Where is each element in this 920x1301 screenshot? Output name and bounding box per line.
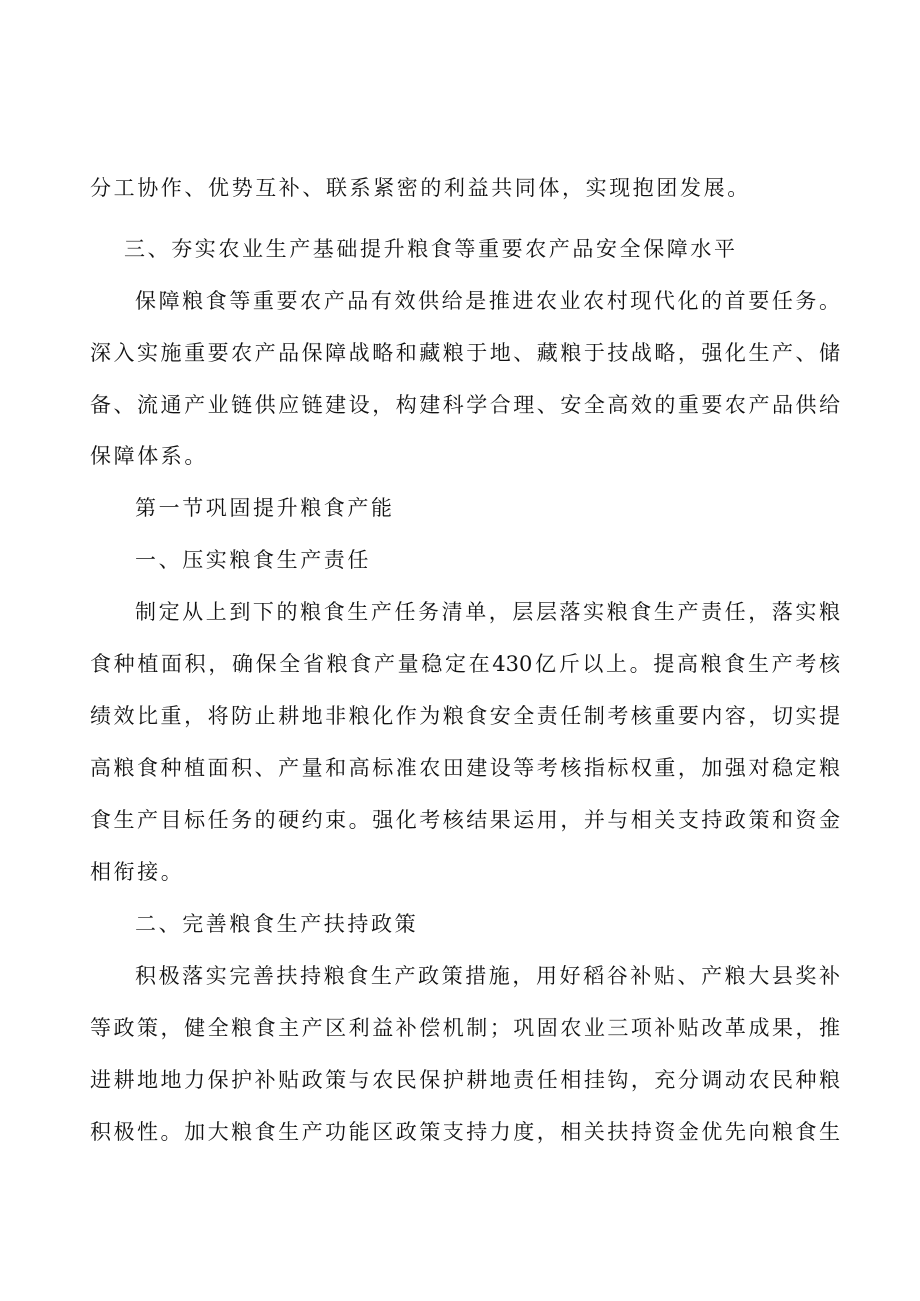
paragraph-line: 保障粮食等重要农产品有效供给是推进农业农村现代化的首要任务。 [135,289,840,313]
paragraph-line: 等政策，健全粮食主产区利益补偿机制；巩固农业三项补贴改革成果，推 [90,1016,840,1040]
section-heading: 三、夯实农业生产基础提升粮食等重要农产品安全保障水平 [124,237,738,261]
paragraph-line: 保障体系。 [90,444,208,468]
subsection-heading: 二、完善粮食生产扶持政策 [135,912,419,936]
paragraph-line: 制定从上到下的粮食生产任务清单，层层落实粮食生产责任，落实粮 [135,600,840,624]
paragraph-line: 高粮食种植面积、产量和高标准农田建设等考核指标权重，加强对稳定粮 [90,756,840,780]
paragraph-line: 绩效比重，将防止耕地非粮化作为粮食安全责任制考核重要内容，切实提 [90,704,840,728]
paragraph-line: 备、流通产业链供应链建设，构建科学合理、安全高效的重要农产品供给 [90,393,840,417]
paragraph-line: 食生产目标任务的硬约束。强化考核结果运用，并与相关支持政策和资金 [90,808,840,832]
paragraph-line: 积极性。加大粮食生产功能区政策支持力度，相关扶持资金优先向粮食生 [90,1120,840,1144]
paragraph-line: 深入实施重要农产品保障战略和藏粮于地、藏粮于技战略，强化生产、储 [90,341,840,365]
paragraph-line: 进耕地地力保护补贴政策与农民保护耕地责任相挂钩，充分调动农民种粮 [90,1068,840,1092]
paragraph-line: 积极落实完善扶持粮食生产政策措施，用好稻谷补贴、产粮大县奖补 [135,964,840,988]
paragraph-line: 相衔接。 [90,860,185,884]
section-heading: 第一节巩固提升粮食产能 [135,496,395,520]
subsection-heading: 一、压实粮食生产责任 [135,548,371,572]
paragraph-line: 分工协作、优势互补、联系紧密的利益共同体，实现抱团发展。 [90,176,751,200]
paragraph-line: 食种植面积，确保全省粮食产量稳定在430亿斤以上。提高粮食生产考核 [90,652,840,676]
